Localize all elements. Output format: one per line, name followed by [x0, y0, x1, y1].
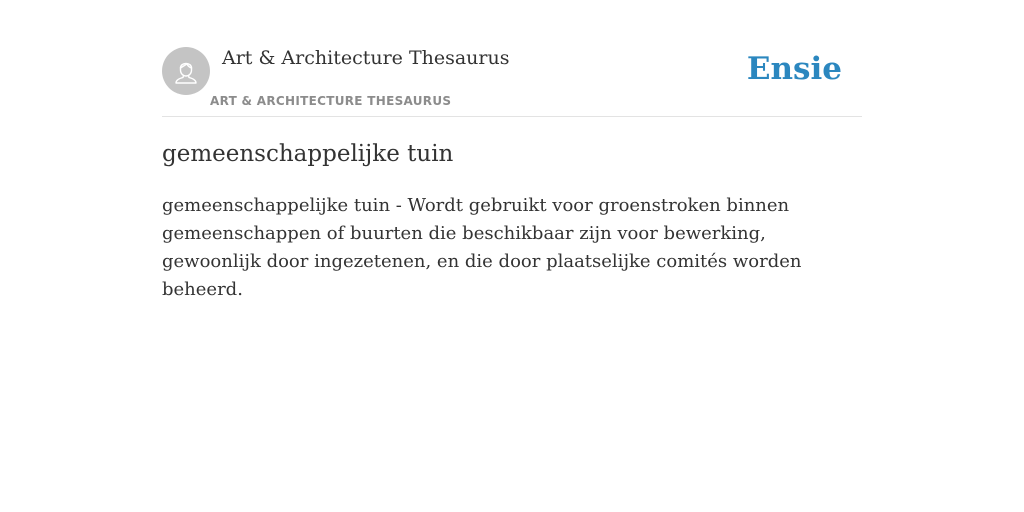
- page-container: [162, 0, 862, 300]
- user-outline-icon: [171, 56, 201, 86]
- brand-logo[interactable]: Ensie: [746, 51, 842, 87]
- source-label[interactable]: ART & ARCHITECTURE THESAURUS: [210, 94, 452, 108]
- article-title: gemeenschappelijke tuin: [162, 141, 454, 167]
- article-body: gemeenschappelijke tuin - Wordt gebruikt voor groenstroken binnen gemeenschappen of buurten die beschikbaar zijn voor bewerking, gewoonlijk door ingezetenen, en die door plaatselijke comités worden beheerd.: [162, 195, 802, 300]
- header: [162, 0, 862, 117]
- author-name[interactable]: Art & Architecture Thesaurus: [222, 47, 510, 69]
- avatar[interactable]: [162, 47, 210, 95]
